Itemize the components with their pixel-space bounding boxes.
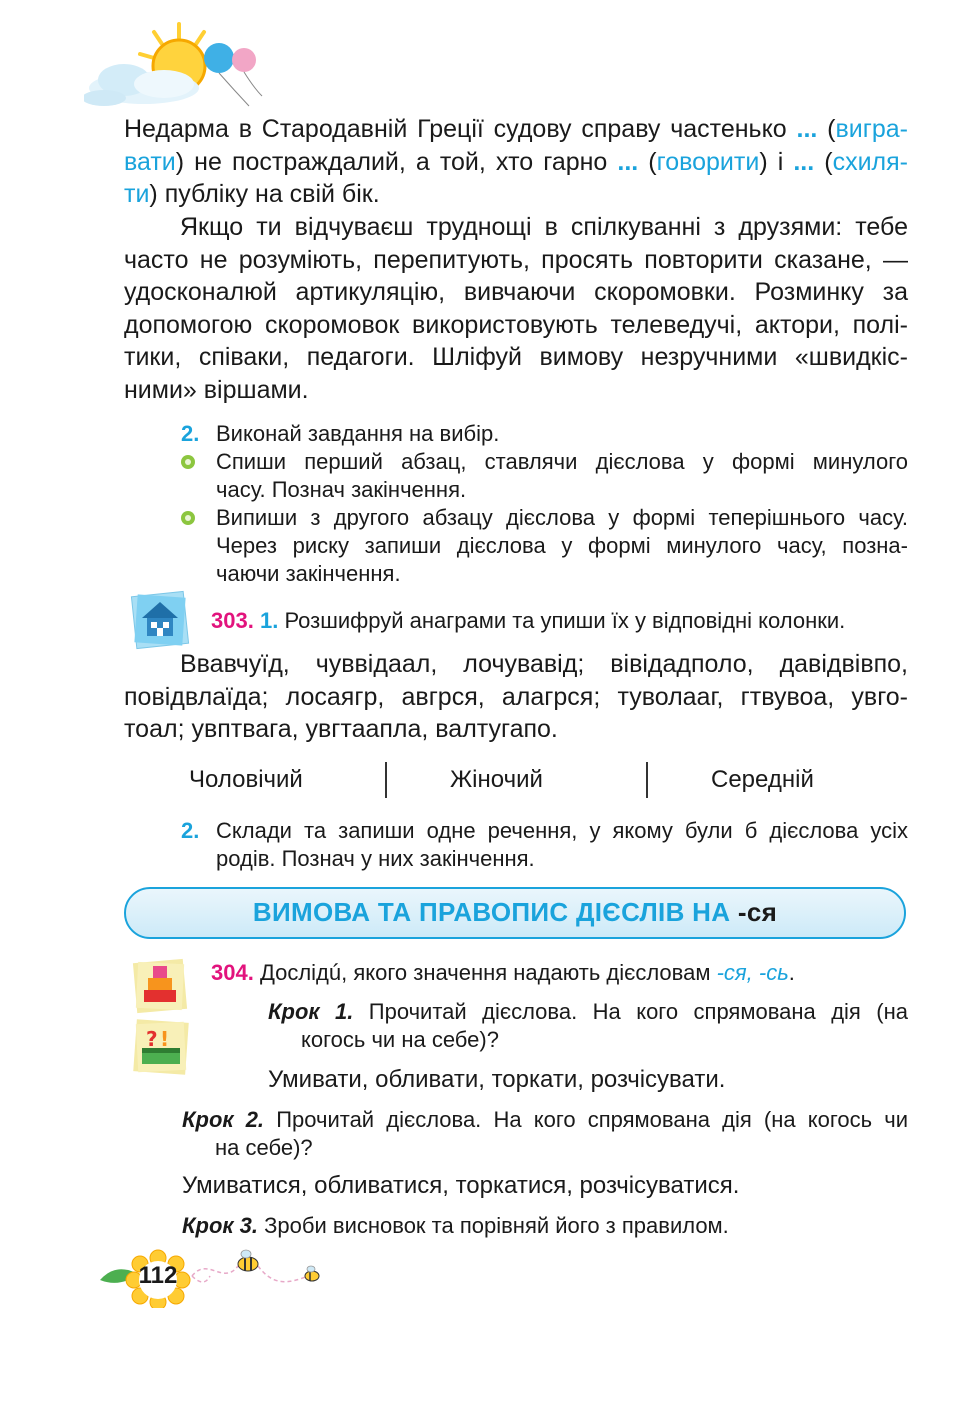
task-2: 2. Виконай завдання на вибір. bbox=[181, 421, 500, 446]
sun-clouds-icon bbox=[84, 18, 284, 118]
section-title: ВИМОВА ТА ПРАВОПИС ДІЄСЛІВ НА -ся bbox=[252, 897, 778, 927]
option-1: Спиши перший абзац, ставлячи дієслова у формі минулого часу. Познач закінчення. bbox=[216, 449, 908, 502]
exercise-304-header: 304. Дослідú, якого значення надають дієсловам -ся, -сь. bbox=[211, 960, 795, 985]
column-divider bbox=[646, 762, 648, 798]
column-masculine: Чоловічий bbox=[189, 766, 303, 793]
option-2: Випиши з другого абзацу дієслова у формі теперішнього часу. Через риску запиши дієслова у формі минулого часу, позна- чаючи закінчення. bbox=[216, 505, 908, 586]
bullet-icon bbox=[181, 455, 195, 469]
blocks-icon bbox=[132, 958, 188, 1014]
step-2: Крок 2. Прочитай дієслова. На кого спрямована дія (на когось чи на себе)? bbox=[182, 1107, 908, 1160]
page-number: 112 bbox=[138, 1262, 178, 1289]
task-number: 2. bbox=[181, 421, 200, 446]
svg-text:!: ! bbox=[160, 1027, 170, 1051]
book-question-icon bbox=[132, 1018, 190, 1078]
step-3: Крок 3. Зроби висновок та порівняй його з правилом. bbox=[182, 1213, 729, 1238]
anagram-words: Ввавчуїд, чуввідаал, лочувавід; вівідадполо, давідвівпо, повідвлаїда; лосаягр, авгрся, алагрся; туволааг, гтвувоа, увго- тоал; увптвага, увгтаапла, валтугапо. bbox=[124, 650, 908, 743]
column-feminine: Жіночий bbox=[450, 766, 543, 793]
column-neuter: Середній bbox=[711, 766, 814, 793]
exercise-303-task-2: 2. Склади та запиши одне речення, у якому були б дієслова усіх родів. Познач у них закінчення. bbox=[181, 818, 908, 871]
paragraph-2: Якщо ти відчуваєш труднощі в спілкуванні з друзями: тебе часто не розуміють, перепитують, просять повторити сказане, — удосконалюй артикуляцію, вивчаючи скоромовки. Розминку за допомогою скоромовок використовують телеведучі, актори, полі- тики, співаки, педагоги. Шліфуй вимову незручними «швидкіс- ними» віршами. bbox=[124, 213, 908, 404]
house-icon bbox=[130, 588, 190, 650]
column-divider bbox=[385, 762, 387, 798]
paragraph-1: Недарма в Стародавній Греції судову справу частенько ... (вигра- вати) не постраждалий, а той, хто гарно ... (говорити) і ... (схиля- ти) публіку на свій бік. bbox=[124, 115, 908, 208]
bullet-icon bbox=[181, 511, 195, 525]
verbs-2: Умиватися, обливатися, торкатися, розчісуватися. bbox=[182, 1172, 740, 1199]
svg-text:?: ? bbox=[146, 1027, 158, 1051]
exercise-303-header: 303. 1. Розшифруй анаграми та упиши їх у відповідні колонки. bbox=[211, 608, 846, 633]
bee-icon bbox=[188, 1246, 323, 1291]
step-1: Крок 1. Прочитай дієслова. На кого спрямована дія (на когось чи на себе)? bbox=[268, 999, 908, 1052]
verbs-1: Умивати, обливати, торкати, розчісувати. bbox=[268, 1066, 726, 1093]
